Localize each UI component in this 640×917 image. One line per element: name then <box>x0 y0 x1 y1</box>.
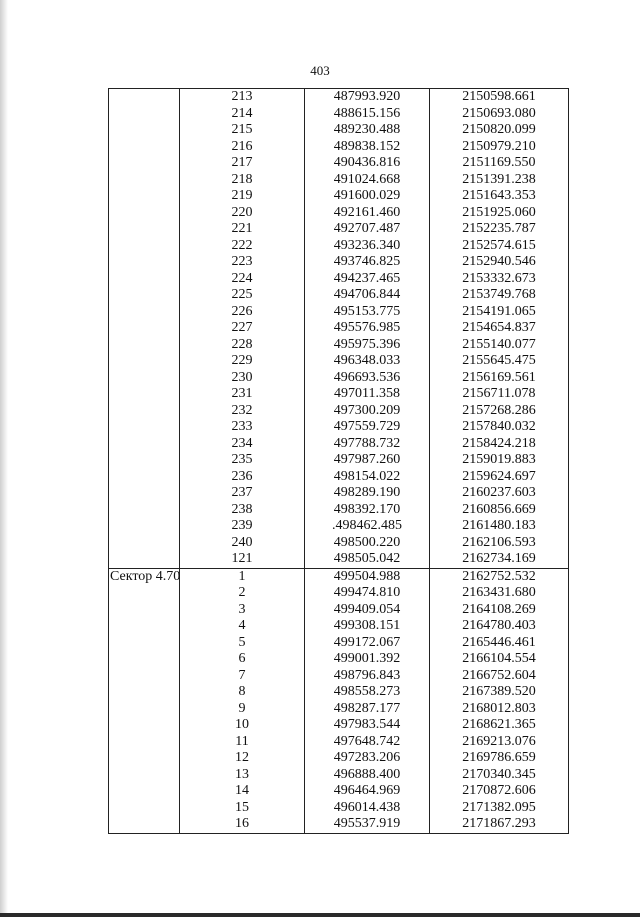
x-coordinate: 498289.190 <box>305 485 430 502</box>
y-coordinate: 2159019.883 <box>430 452 569 469</box>
point-number: 3 <box>180 602 305 619</box>
x-coordinate: 488615.156 <box>305 106 430 123</box>
x-coordinate: 499474.810 <box>305 585 430 602</box>
point-number: 11 <box>180 734 305 751</box>
point-number: 217 <box>180 155 305 172</box>
x-coordinate: .498462.485 <box>305 518 430 535</box>
y-coordinate: 2150693.080 <box>430 106 569 123</box>
y-coordinate: 2160237.603 <box>430 485 569 502</box>
y-coordinate: 2151643.353 <box>430 188 569 205</box>
point-number: 240 <box>180 535 305 552</box>
point-number: 214 <box>180 106 305 123</box>
x-coordinate: 499308.151 <box>305 618 430 635</box>
y-coordinate: 2163431.680 <box>430 585 569 602</box>
y-coordinate: 2159624.697 <box>430 469 569 486</box>
point-number: 239 <box>180 518 305 535</box>
y-coordinate: 2160856.669 <box>430 502 569 519</box>
x-coordinate: 487993.920 <box>305 89 430 106</box>
y-coordinate: 2169213.076 <box>430 734 569 751</box>
point-number: 8 <box>180 684 305 701</box>
y-coordinate: 2151391.238 <box>430 172 569 189</box>
x-coordinate: 498558.273 <box>305 684 430 701</box>
point-number: 216 <box>180 139 305 156</box>
y-coordinate: 2158424.218 <box>430 436 569 453</box>
y-coordinate: 2157268.286 <box>430 403 569 420</box>
point-number: 121 <box>180 551 305 568</box>
y-coordinate: 2164108.269 <box>430 602 569 619</box>
point-number: 9 <box>180 701 305 718</box>
page-number: 403 <box>310 63 330 78</box>
x-coordinate: 496014.438 <box>305 800 430 817</box>
sector-group <box>109 568 569 833</box>
x-coordinate: 497300.209 <box>305 403 430 420</box>
point-number: 213 <box>180 89 305 106</box>
y-coordinate: 2150598.661 <box>430 89 569 106</box>
y-coordinate: 2150820.099 <box>430 122 569 139</box>
point-number: 237 <box>180 485 305 502</box>
y-coordinate: 2153749.768 <box>430 287 569 304</box>
point-number: 14 <box>180 783 305 800</box>
y-coordinate: 2164780.403 <box>430 618 569 635</box>
x-coordinate: 494706.844 <box>305 287 430 304</box>
table-row <box>109 568 569 585</box>
x-coordinate: 498500.220 <box>305 535 430 552</box>
y-coordinate: 2170340.345 <box>430 767 569 784</box>
y-coordinate: 2150979.210 <box>430 139 569 156</box>
y-coordinate: 2154191.065 <box>430 304 569 321</box>
point-number: 4 <box>180 618 305 635</box>
x-coordinate: 497011.358 <box>305 386 430 403</box>
point-number: 226 <box>180 304 305 321</box>
point-number: 233 <box>180 419 305 436</box>
y-coordinate: 2166104.554 <box>430 651 569 668</box>
x-coordinate: 497648.742 <box>305 734 430 751</box>
y-coordinate: 2169786.659 <box>430 750 569 767</box>
x-coordinate: 497987.260 <box>305 452 430 469</box>
x-coordinate: 494237.465 <box>305 271 430 288</box>
point-number: 215 <box>180 122 305 139</box>
point-number: 221 <box>180 221 305 238</box>
table-row <box>109 89 569 106</box>
x-coordinate: 490436.816 <box>305 155 430 172</box>
y-coordinate: 2151925.060 <box>430 205 569 222</box>
y-coordinate: 2170872.606 <box>430 783 569 800</box>
y-coordinate: 2154654.837 <box>430 320 569 337</box>
y-coordinate: 2153332.673 <box>430 271 569 288</box>
x-coordinate: 499172.067 <box>305 635 430 652</box>
point-number: 228 <box>180 337 305 354</box>
x-coordinate: 493236.340 <box>305 238 430 255</box>
point-number: 234 <box>180 436 305 453</box>
point-number: 220 <box>180 205 305 222</box>
x-coordinate: 489230.488 <box>305 122 430 139</box>
point-number: 7 <box>180 668 305 685</box>
point-number: 15 <box>180 800 305 817</box>
x-coordinate: 497788.732 <box>305 436 430 453</box>
point-number: 223 <box>180 254 305 271</box>
point-number: 1 <box>180 568 305 585</box>
y-coordinate: 2152574.615 <box>430 238 569 255</box>
x-coordinate: 498154.022 <box>305 469 430 486</box>
y-coordinate: 2151169.550 <box>430 155 569 172</box>
x-coordinate: 491024.668 <box>305 172 430 189</box>
y-coordinate: 2156169.561 <box>430 370 569 387</box>
y-coordinate: 2165446.461 <box>430 635 569 652</box>
x-coordinate: 496693.536 <box>305 370 430 387</box>
x-coordinate: 495153.775 <box>305 304 430 321</box>
x-coordinate: 498392.170 <box>305 502 430 519</box>
point-number: 6 <box>180 651 305 668</box>
y-coordinate: 2171382.095 <box>430 800 569 817</box>
x-coordinate: 496464.969 <box>305 783 430 800</box>
x-coordinate: 496888.400 <box>305 767 430 784</box>
scan-edge-shadow <box>0 0 8 917</box>
x-coordinate: 489838.152 <box>305 139 430 156</box>
y-coordinate: 2156711.078 <box>430 386 569 403</box>
x-coordinate: 498287.177 <box>305 701 430 718</box>
x-coordinate: 492161.460 <box>305 205 430 222</box>
point-number: 236 <box>180 469 305 486</box>
y-coordinate: 2152235.787 <box>430 221 569 238</box>
y-coordinate: 2166752.604 <box>430 668 569 685</box>
y-coordinate: 2161480.183 <box>430 518 569 535</box>
point-number: 230 <box>180 370 305 387</box>
point-number: 238 <box>180 502 305 519</box>
point-number: 218 <box>180 172 305 189</box>
x-coordinate: 498505.042 <box>305 551 430 568</box>
point-number: 13 <box>180 767 305 784</box>
y-coordinate: 2152940.546 <box>430 254 569 271</box>
x-coordinate: 497283.206 <box>305 750 430 767</box>
point-number: 225 <box>180 287 305 304</box>
point-number: 10 <box>180 717 305 734</box>
coordinates-table <box>108 88 569 834</box>
x-coordinate: 491600.029 <box>305 188 430 205</box>
y-coordinate: 2167389.520 <box>430 684 569 701</box>
point-number: 235 <box>180 452 305 469</box>
y-coordinate: 2157840.032 <box>430 419 569 436</box>
x-coordinate: 498796.843 <box>305 668 430 685</box>
point-number: 16 <box>180 816 305 833</box>
y-coordinate: 2162752.532 <box>430 568 569 585</box>
y-coordinate: 2155140.077 <box>430 337 569 354</box>
x-coordinate: 495576.985 <box>305 320 430 337</box>
x-coordinate: 496348.033 <box>305 353 430 370</box>
y-coordinate: 2162734.169 <box>430 551 569 568</box>
x-coordinate: 497983.544 <box>305 717 430 734</box>
point-number: 222 <box>180 238 305 255</box>
point-number: 2 <box>180 585 305 602</box>
page-bottom-border <box>0 913 640 917</box>
x-coordinate: 499409.054 <box>305 602 430 619</box>
sector-label <box>109 89 180 569</box>
point-number: 231 <box>180 386 305 403</box>
sector-group <box>109 89 569 569</box>
point-number: 224 <box>180 271 305 288</box>
point-number: 12 <box>180 750 305 767</box>
y-coordinate: 2168012.803 <box>430 701 569 718</box>
x-coordinate: 495975.396 <box>305 337 430 354</box>
x-coordinate: 499001.392 <box>305 651 430 668</box>
point-number: 219 <box>180 188 305 205</box>
point-number: 229 <box>180 353 305 370</box>
x-coordinate: 493746.825 <box>305 254 430 271</box>
y-coordinate: 2155645.475 <box>430 353 569 370</box>
point-number: 232 <box>180 403 305 420</box>
x-coordinate: 492707.487 <box>305 221 430 238</box>
y-coordinate: 2162106.593 <box>430 535 569 552</box>
y-coordinate: 2168621.365 <box>430 717 569 734</box>
x-coordinate: 499504.988 <box>305 568 430 585</box>
x-coordinate: 495537.919 <box>305 816 430 833</box>
point-number: 227 <box>180 320 305 337</box>
x-coordinate: 497559.729 <box>305 419 430 436</box>
y-coordinate: 2171867.293 <box>430 816 569 833</box>
sector-label: Сектор 4.70 <box>109 568 180 833</box>
point-number: 5 <box>180 635 305 652</box>
